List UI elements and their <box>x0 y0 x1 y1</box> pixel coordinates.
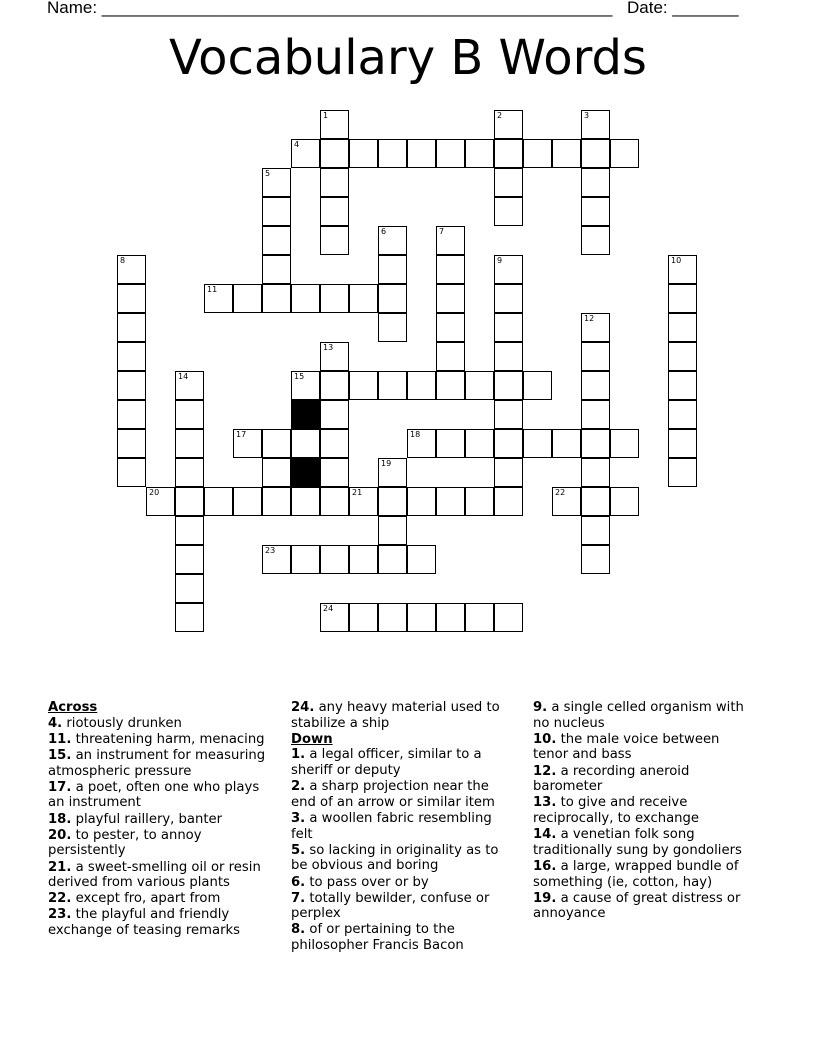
grid-cell[interactable] <box>291 487 320 516</box>
page-title: Vocabulary B Words <box>169 30 647 86</box>
clue-number-label: 2. <box>291 779 306 795</box>
clue-item: 9. a single celled organism with no nucleus <box>533 700 744 731</box>
grid-cell[interactable] <box>552 487 581 516</box>
grid-cell[interactable] <box>233 487 262 516</box>
grid-cell[interactable] <box>320 400 349 429</box>
grid-cell[interactable] <box>291 429 320 458</box>
grid-cell[interactable] <box>204 487 233 516</box>
grid-cell[interactable] <box>262 284 291 313</box>
grid-cell[interactable] <box>378 487 407 516</box>
clue-item: 19. a cause of great distress or annoyance <box>533 890 741 922</box>
grid-cell[interactable] <box>407 429 436 458</box>
grid-cell[interactable] <box>349 487 378 516</box>
grid-cell[interactable] <box>610 429 639 458</box>
clue-item: 17. a poet, often one who plays an instrument <box>48 779 260 811</box>
grid-cell[interactable] <box>320 226 349 255</box>
clue-item: 4. riotously drunken <box>48 715 182 731</box>
clue-number-label: 10. <box>533 731 557 747</box>
grid-cell[interactable] <box>436 313 465 342</box>
grid-cell[interactable] <box>494 371 523 400</box>
grid-block <box>291 400 320 429</box>
grid-cell[interactable] <box>291 139 320 168</box>
grid-cell[interactable] <box>581 371 610 400</box>
clue-number: 20 <box>149 488 160 497</box>
clue-number: 12 <box>584 314 595 323</box>
grid-cell[interactable] <box>668 458 697 487</box>
clue-number: 15 <box>294 372 305 381</box>
grid-cell[interactable] <box>175 603 204 632</box>
clue-section-heading: Down <box>291 731 333 747</box>
grid-cell[interactable] <box>494 110 523 139</box>
grid-cell[interactable] <box>378 516 407 545</box>
grid-cell[interactable] <box>436 371 465 400</box>
grid-cell[interactable] <box>581 342 610 371</box>
clue-number: 23 <box>265 546 276 555</box>
clue-item: 10. the male voice between tenor and bass <box>533 731 720 763</box>
grid-cell[interactable] <box>175 458 204 487</box>
clue-item: 5. so lacking in originality as to be obvious and boring <box>291 842 499 874</box>
grid-cell[interactable] <box>436 342 465 371</box>
grid-cell[interactable] <box>494 429 523 458</box>
clue-item: 20. to pester, to annoy persistently <box>48 827 202 859</box>
grid-cell[interactable] <box>581 197 610 226</box>
clue-item: 6. to pass over or by <box>291 874 429 890</box>
grid-cell[interactable] <box>581 429 610 458</box>
clue-number-label: 23. <box>48 907 72 923</box>
clue-number-label: 14. <box>533 827 557 843</box>
clue-number: 18 <box>410 430 421 439</box>
grid-cell[interactable] <box>378 313 407 342</box>
grid-cell[interactable] <box>378 226 407 255</box>
clue-item: 13. to give and receive reciprocally, to exchange <box>533 795 699 826</box>
clue-number-label: 12. <box>533 763 557 779</box>
clue-number-label: 16. <box>533 858 557 874</box>
clue-number-label: 20. <box>48 827 72 843</box>
grid-cell[interactable] <box>523 429 552 458</box>
clues-column-1 <box>48 700 273 939</box>
grid-cell[interactable] <box>465 603 494 632</box>
clue-number-label: 1. <box>291 747 306 763</box>
grid-cell[interactable] <box>436 487 465 516</box>
grid-cell[interactable] <box>494 487 523 516</box>
clue-item: 14. a venetian folk song traditionally sung by gondoliers <box>533 827 742 858</box>
clues-column-2 <box>291 700 516 954</box>
grid-cell[interactable] <box>407 371 436 400</box>
grid-cell[interactable] <box>407 603 436 632</box>
clue-item: 3. a woollen fabric resembling felt <box>291 810 492 842</box>
clue-number: 8 <box>120 256 126 265</box>
grid-cell[interactable] <box>262 458 291 487</box>
grid-cell[interactable] <box>175 574 204 603</box>
clue-item: 18. playful raillery, banter <box>48 811 223 827</box>
grid-cell[interactable] <box>668 429 697 458</box>
clue-number: 24 <box>323 604 334 613</box>
grid-cell[interactable] <box>494 168 523 197</box>
grid-cell[interactable] <box>494 197 523 226</box>
grid-block <box>291 458 320 487</box>
grid-cell[interactable] <box>494 458 523 487</box>
grid-cell[interactable] <box>117 371 146 400</box>
clue-number: 6 <box>381 227 387 236</box>
grid-cell[interactable] <box>581 139 610 168</box>
grid-cell[interactable] <box>262 168 291 197</box>
clue-number-label: 4. <box>48 715 63 731</box>
grid-cell[interactable] <box>407 545 436 574</box>
grid-cell[interactable] <box>320 168 349 197</box>
grid-cell[interactable] <box>494 255 523 284</box>
grid-cell[interactable] <box>262 255 291 284</box>
grid-cell[interactable] <box>436 284 465 313</box>
grid-cell[interactable] <box>262 545 291 574</box>
grid-cell[interactable] <box>581 487 610 516</box>
grid-cell[interactable] <box>175 487 204 516</box>
clue-number: 19 <box>381 459 392 468</box>
grid-cell[interactable] <box>320 458 349 487</box>
grid-cell[interactable] <box>262 487 291 516</box>
grid-cell[interactable] <box>494 342 523 371</box>
grid-cell[interactable] <box>262 226 291 255</box>
grid-cell[interactable] <box>494 284 523 313</box>
grid-cell[interactable] <box>523 371 552 400</box>
clue-number-label: 3. <box>291 810 306 826</box>
grid-cell[interactable] <box>378 603 407 632</box>
clue-number: 10 <box>671 256 682 265</box>
clue-number-label: 15. <box>48 747 72 763</box>
grid-cell[interactable] <box>494 603 523 632</box>
grid-cell[interactable] <box>668 313 697 342</box>
date-field[interactable]: Date: _______ <box>627 0 739 17</box>
grid-cell[interactable] <box>175 516 204 545</box>
clue-item: 21. a sweet-smelling oil or resin derived from various plants <box>48 859 261 891</box>
clue-number-label: 7. <box>291 890 306 906</box>
clue-number: 11 <box>207 285 218 294</box>
grid-cell[interactable] <box>378 371 407 400</box>
grid-cell[interactable] <box>291 371 320 400</box>
grid-cell[interactable] <box>668 284 697 313</box>
grid-cell[interactable] <box>117 284 146 313</box>
grid-cell[interactable] <box>262 429 291 458</box>
grid-cell[interactable] <box>581 400 610 429</box>
grid-cell[interactable] <box>175 400 204 429</box>
grid-cell[interactable] <box>349 603 378 632</box>
grid-cell[interactable] <box>436 603 465 632</box>
grid-cell[interactable] <box>668 400 697 429</box>
clue-item: 8. of or pertaining to the philosopher Francis Bacon <box>291 922 464 954</box>
clue-number: 17 <box>236 430 247 439</box>
grid-cell[interactable] <box>552 429 581 458</box>
grid-cell[interactable] <box>175 371 204 400</box>
grid-cell[interactable] <box>291 545 320 574</box>
grid-cell[interactable] <box>349 371 378 400</box>
clue-number: 14 <box>178 372 189 381</box>
clue-number-label: 11. <box>48 731 72 747</box>
grid-cell[interactable] <box>581 458 610 487</box>
grid-cell[interactable] <box>146 487 175 516</box>
grid-cell[interactable] <box>117 342 146 371</box>
clue-number: 4 <box>294 140 300 149</box>
grid-cell[interactable] <box>378 284 407 313</box>
grid-cell[interactable] <box>233 284 262 313</box>
grid-cell[interactable] <box>581 168 610 197</box>
grid-cell[interactable] <box>262 197 291 226</box>
grid-cell[interactable] <box>233 429 262 458</box>
clue-section-heading: Across <box>48 700 98 715</box>
grid-cell[interactable] <box>320 284 349 313</box>
grid-cell[interactable] <box>436 255 465 284</box>
grid-cell[interactable] <box>436 429 465 458</box>
clue-item: 12. a recording aneroid barometer <box>533 763 690 795</box>
grid-cell[interactable] <box>320 342 349 371</box>
clue-item: 16. a large, wrapped bundle of something (ie, cotton, hay) <box>533 858 739 890</box>
grid-cell[interactable] <box>378 545 407 574</box>
grid-cell[interactable] <box>175 429 204 458</box>
grid-cell[interactable] <box>581 545 610 574</box>
grid-cell[interactable] <box>610 487 639 516</box>
clue-item: 7. totally bewilder, confuse or perplex <box>291 890 490 922</box>
clue-number: 3 <box>584 111 590 120</box>
grid-cell[interactable] <box>407 139 436 168</box>
clue-number-label: 8. <box>291 922 306 938</box>
grid-cell[interactable] <box>175 545 204 574</box>
grid-cell[interactable] <box>436 139 465 168</box>
clue-number: 1 <box>323 111 329 120</box>
clue-item: 1. a legal officer, similar to a sheriff or deputy <box>291 747 482 778</box>
grid-cell[interactable] <box>523 139 552 168</box>
clue-number: 2 <box>497 111 503 120</box>
clue-number-label: 21. <box>48 859 72 875</box>
clue-number: 22 <box>555 488 566 497</box>
grid-cell[interactable] <box>581 110 610 139</box>
grid-cell[interactable] <box>494 139 523 168</box>
grid-cell[interactable] <box>320 197 349 226</box>
grid-cell[interactable] <box>378 139 407 168</box>
clue-number-label: 13. <box>533 795 557 811</box>
clue-item: 2. a sharp projection near the end of an arrow or similar item <box>291 779 495 810</box>
grid-cell[interactable] <box>349 139 378 168</box>
grid-cell[interactable] <box>349 284 378 313</box>
grid-cell[interactable] <box>320 603 349 632</box>
grid-cell[interactable] <box>668 255 697 284</box>
grid-cell[interactable] <box>610 139 639 168</box>
clue-number: 13 <box>323 343 334 352</box>
grid-cell[interactable] <box>581 516 610 545</box>
grid-cell[interactable] <box>204 284 233 313</box>
clue-item: 15. an instrument for measuring atmospheric pressure <box>48 747 266 779</box>
clue-item: 23. the playful and friendly exchange of teasing remarks <box>48 907 241 939</box>
grid-cell[interactable] <box>465 487 494 516</box>
clue-number-label: 9. <box>533 700 548 715</box>
grid-cell[interactable] <box>436 226 465 255</box>
grid-cell[interactable] <box>117 400 146 429</box>
grid-cell[interactable] <box>320 487 349 516</box>
grid-cell[interactable] <box>378 458 407 487</box>
clue-number-label: 5. <box>291 842 306 858</box>
clue-number-label: 6. <box>291 874 306 890</box>
grid-cell[interactable] <box>494 400 523 429</box>
grid-cell[interactable] <box>668 342 697 371</box>
clue-item: 24. any heavy material used to stabilize a ship <box>291 700 500 731</box>
grid-cell[interactable] <box>117 458 146 487</box>
grid-cell[interactable] <box>291 284 320 313</box>
grid-cell[interactable] <box>117 313 146 342</box>
clue-number-label: 24. <box>291 700 315 715</box>
grid-cell[interactable] <box>320 371 349 400</box>
clues-column-3 <box>533 700 758 922</box>
clue-number: 7 <box>439 227 445 236</box>
clue-number-label: 17. <box>48 779 72 795</box>
clue-item: 22. except fro, apart from <box>48 891 221 907</box>
grid-cell[interactable] <box>117 429 146 458</box>
grid-cell[interactable] <box>117 255 146 284</box>
grid-cell[interactable] <box>668 371 697 400</box>
clue-number-label: 22. <box>48 891 72 907</box>
grid-cell[interactable] <box>378 255 407 284</box>
grid-cell[interactable] <box>349 545 378 574</box>
clue-item: 11. threatening harm, menacing <box>48 731 265 747</box>
grid-cell[interactable] <box>407 487 436 516</box>
grid-cell[interactable] <box>320 545 349 574</box>
grid-cell[interactable] <box>552 139 581 168</box>
grid-cell[interactable] <box>320 429 349 458</box>
clue-number: 5 <box>265 169 271 178</box>
grid-cell[interactable] <box>581 226 610 255</box>
grid-cell[interactable] <box>465 429 494 458</box>
clue-number-label: 19. <box>533 890 557 906</box>
name-field[interactable]: Name: ______________________________________________________ <box>47 0 613 17</box>
clue-number: 21 <box>352 488 363 497</box>
grid-cell[interactable] <box>494 313 523 342</box>
grid-cell[interactable] <box>320 139 349 168</box>
grid-cell[interactable] <box>320 110 349 139</box>
clue-number: 9 <box>497 256 503 265</box>
grid-cell[interactable] <box>465 371 494 400</box>
grid-cell[interactable] <box>581 313 610 342</box>
grid-cell[interactable] <box>465 139 494 168</box>
clue-number-label: 18. <box>48 811 72 827</box>
